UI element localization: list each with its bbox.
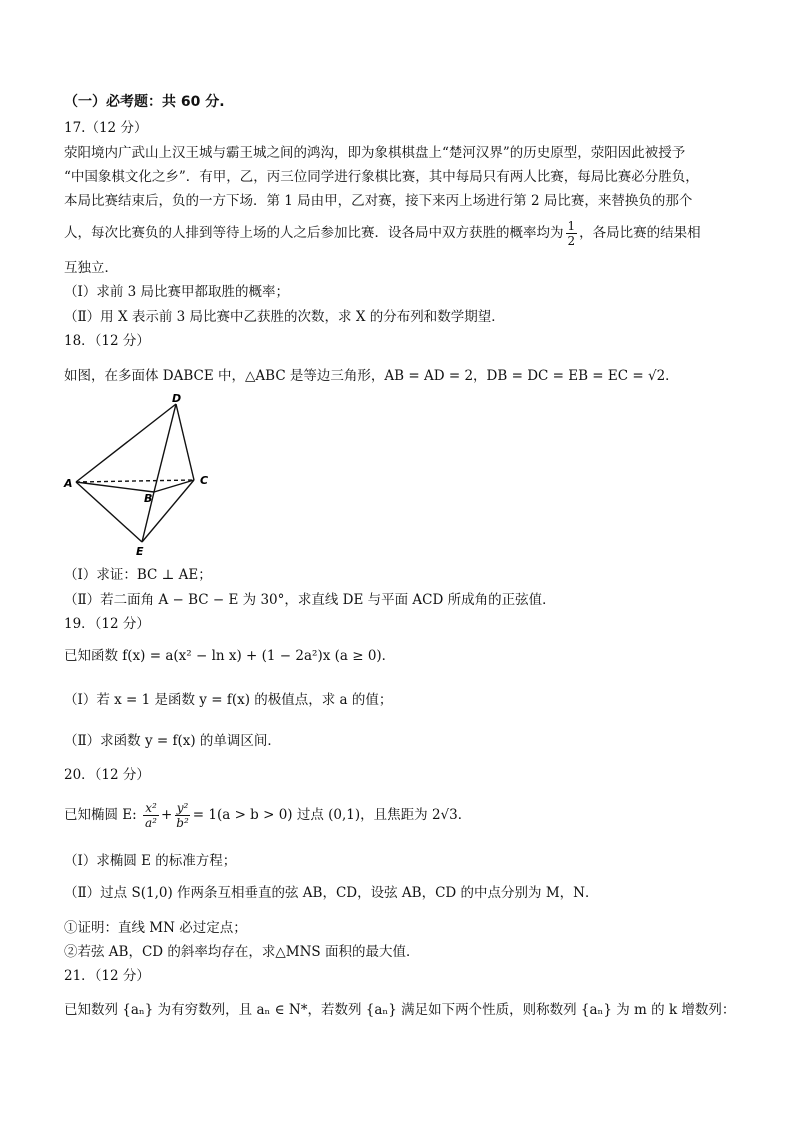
q17-para-line2: “中国象棋文化之乡”．有甲，乙，丙三位同学进行象棋比赛，其中每局只有两人比赛，每局比赛必分胜负， (64, 169, 699, 185)
q21-number: 21．（12 分） (64, 968, 150, 984)
q17-para-line3: 本局比赛结束后，负的一方下场．第 1 局由甲，乙对赛，接下来丙上场进行第 2 局比赛，来替换负的那个 (64, 193, 693, 209)
q21-statement: 已知数列 {aₙ} 为有穷数列，且 aₙ ∈ N*，若数列 {aₙ} 满足如下两个性质，则称数列 {aₙ} 为 m 的 k 增数列： (64, 1002, 736, 1018)
q20-sub2: ②若弦 AB，CD 的斜率均存在，求△MNS 面积的最大值． (64, 944, 420, 960)
q17-para-line5: 互独立． (64, 260, 118, 276)
edge-DB (154, 404, 176, 492)
vertex-label-B: B (144, 492, 153, 505)
probability-fraction (566, 219, 578, 248)
vertex-label-D: D (172, 392, 182, 405)
q20-sub1: ①证明：直线 MN 必过定点； (64, 920, 247, 936)
vertex-label-A: A (64, 477, 73, 490)
q18-number: 18．（12 分） (64, 333, 150, 349)
edge-AB (76, 482, 154, 492)
a-squared: a² (145, 816, 157, 830)
q17-part2: （Ⅱ）用 X 表示前 3 局比赛中乙获胜的次数，求 X 的分布列和数学期望． (64, 309, 505, 325)
q18-part1: （Ⅰ）求证：BC ⊥ AE； (64, 567, 212, 583)
q20-number: 20．（12 分） (64, 767, 150, 783)
q20-part2: （Ⅱ）过点 S(1,0) 作两条互相垂直的弦 AB，CD，设弦 AB，CD 的中点分别为 M，N． (64, 885, 599, 901)
q19-statement: 已知函数 f(x) = a(x² − ln x) + (1 − 2a²)x (a ≥ 0)． (64, 648, 396, 664)
ellipse-x-fraction (143, 801, 159, 830)
q20-statement (64, 797, 471, 833)
q19-part1: （Ⅰ）若 x = 1 是函数 y = f(x) 的极值点，求 a 的值； (64, 692, 393, 708)
q17-para-line1: 荥阳境内广武山上汉王城与霸王城之间的鸿沟，即为象棋棋盘上“楚河汉界”的历史原型，荥阳因此被授予 (64, 145, 686, 161)
q17-para-line4 (64, 218, 701, 248)
edge-AE (76, 482, 142, 542)
q18-part2: （Ⅱ）若二面角 A − BC − E 为 30°，求直线 DE 与平面 ACD 所成角的正弦值． (64, 592, 556, 608)
q20-statement-b: = 1(a > b > 0) 过点 (0,1)，且焦距为 2√3． (192, 807, 472, 823)
edge-BC (154, 480, 194, 492)
q19-part2: （Ⅱ）求函数 y = f(x) 的单调区间． (64, 733, 281, 749)
b-squared: b² (176, 816, 189, 830)
edge-AC-hidden (76, 480, 194, 482)
q17-para-line4-b: ，各局比赛的结果相 (579, 225, 701, 241)
vertex-label-C: C (200, 474, 209, 487)
plus-sign: + (160, 807, 173, 823)
vertex-label-E: E (136, 545, 144, 558)
ellipse-y-fraction (174, 801, 191, 830)
q19-number: 19．（12 分） (64, 616, 150, 632)
q17-number: 17.（12 分） (64, 120, 148, 136)
fraction-denominator: 2 (567, 234, 576, 248)
y-squared: y² (176, 801, 189, 815)
polyhedron-figure (62, 392, 222, 560)
x-squared: x² (145, 801, 157, 815)
q18-statement: 如图，在多面体 DABCE 中，△ABC 是等边三角形，AB = AD = 2，DB = DC = EB = EC = √2． (64, 368, 679, 384)
section-header: （一）必考题：共 60 分. (64, 94, 225, 110)
fraction-numerator: 1 (567, 219, 576, 233)
polyhedron-diagram (62, 392, 222, 560)
q20-part1: （Ⅰ）求椭圆 E 的标准方程； (64, 853, 237, 869)
q20-statement-a: 已知椭圆 E: (64, 807, 137, 823)
q17-part1: （Ⅰ）求前 3 局比赛甲都取胜的概率； (64, 284, 290, 300)
edge-DC (176, 404, 194, 480)
edge-AD (76, 404, 176, 482)
q17-para-line4-a: 人，每次比赛负的人排到等待上场的人之后参加比赛．设各局中双方获胜的概率均为 (64, 225, 564, 241)
